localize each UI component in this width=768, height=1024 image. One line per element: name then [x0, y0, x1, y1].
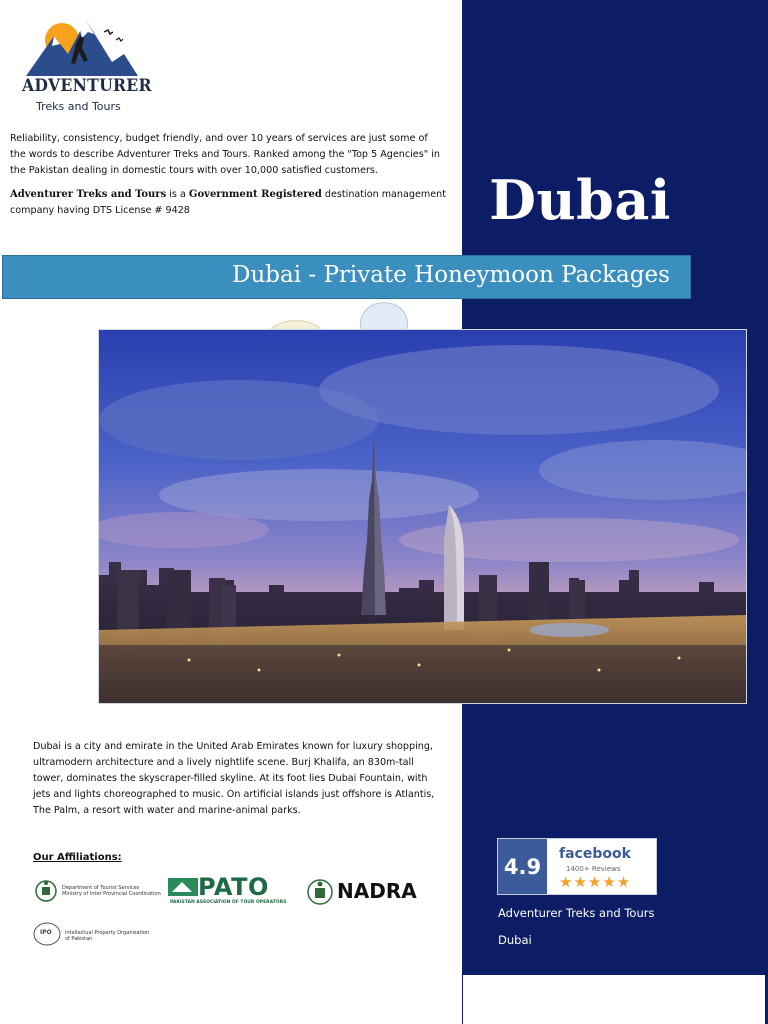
affiliation-nadra — [306, 876, 426, 908]
nadra-name: NADRA — [337, 879, 417, 903]
registration-rest: destination management company having DTS License # 9428 — [10, 189, 446, 216]
dubai-skyline-photo — [98, 329, 747, 704]
review-count: 1400+ Reviews — [566, 865, 621, 873]
facebook-wordmark: facebook — [559, 846, 631, 862]
registration-status: Government Registered — [188, 189, 322, 200]
registration-connector: is a — [166, 189, 189, 200]
pato-full-name: PAKISTAN ASSOCIATION OF TOUR OPERATORS — [170, 900, 287, 905]
registration-company: Adventurer Treks and Tours — [10, 189, 167, 200]
star-rating-icon: ★★★★★ — [559, 873, 632, 891]
logo-name: ADVENTURER — [22, 76, 152, 96]
ipo-line2: of Pakistan — [65, 936, 93, 942]
affiliation-ipo — [33, 922, 163, 948]
footer-company-name: Adventurer Treks and Tours — [498, 906, 655, 920]
footer-city: Dubai — [498, 933, 532, 947]
package-banner-title: Dubai - Private Honeymoon Packages — [232, 262, 670, 288]
nadra-emblem-icon — [306, 878, 334, 906]
mountain-hiker-icon — [16, 14, 140, 84]
pakistan-emblem-icon — [35, 878, 57, 904]
pato-name: PATO — [198, 873, 269, 901]
affiliation-dts — [35, 876, 161, 906]
logo-subtitle: Treks and Tours — [36, 100, 121, 113]
intro-paragraph: Reliability, consistency, budget friendly, and over 10 years of services are just some of the words to describe Adventurer Treks and Tours. Ranked among the "Top 5 Agencies" in the Pakistan dealing in domestic tours with over 10,000 satisfied customers. — [10, 133, 440, 176]
registration-paragraph — [10, 187, 450, 219]
affiliations-title: Our Affiliations: — [33, 852, 122, 863]
city-description: Dubai is a city and emirate in the United Arab Emirates known for luxury shopping, ultramodern architecture and a lively nightlife scene. Burj Khalifa, an 830m-tall tower, dominates the skyscraper-filled skyline. At its foot lies Dubai Fountain, with jets and lights choreographed to music. On artificial islands just offshore is Atlantis, The Palm, a resort with water and marine-animal parks. — [33, 741, 435, 816]
facebook-rating-badge[interactable] — [497, 838, 657, 895]
page-title: Dubai — [489, 168, 671, 232]
side-panel-footer-strip — [462, 975, 768, 1024]
rating-score: 4.9 — [498, 839, 547, 894]
dts-line1: Department of Tourist Services — [62, 885, 140, 891]
affiliation-pato — [168, 873, 288, 908]
dts-line2: Ministry of Inter Provincial Coordination — [62, 891, 161, 897]
ipo-abbr: IPO — [40, 929, 52, 936]
pato-logo-icon — [168, 878, 198, 896]
ipo-line1: Intellectual Property Organization — [65, 930, 150, 936]
